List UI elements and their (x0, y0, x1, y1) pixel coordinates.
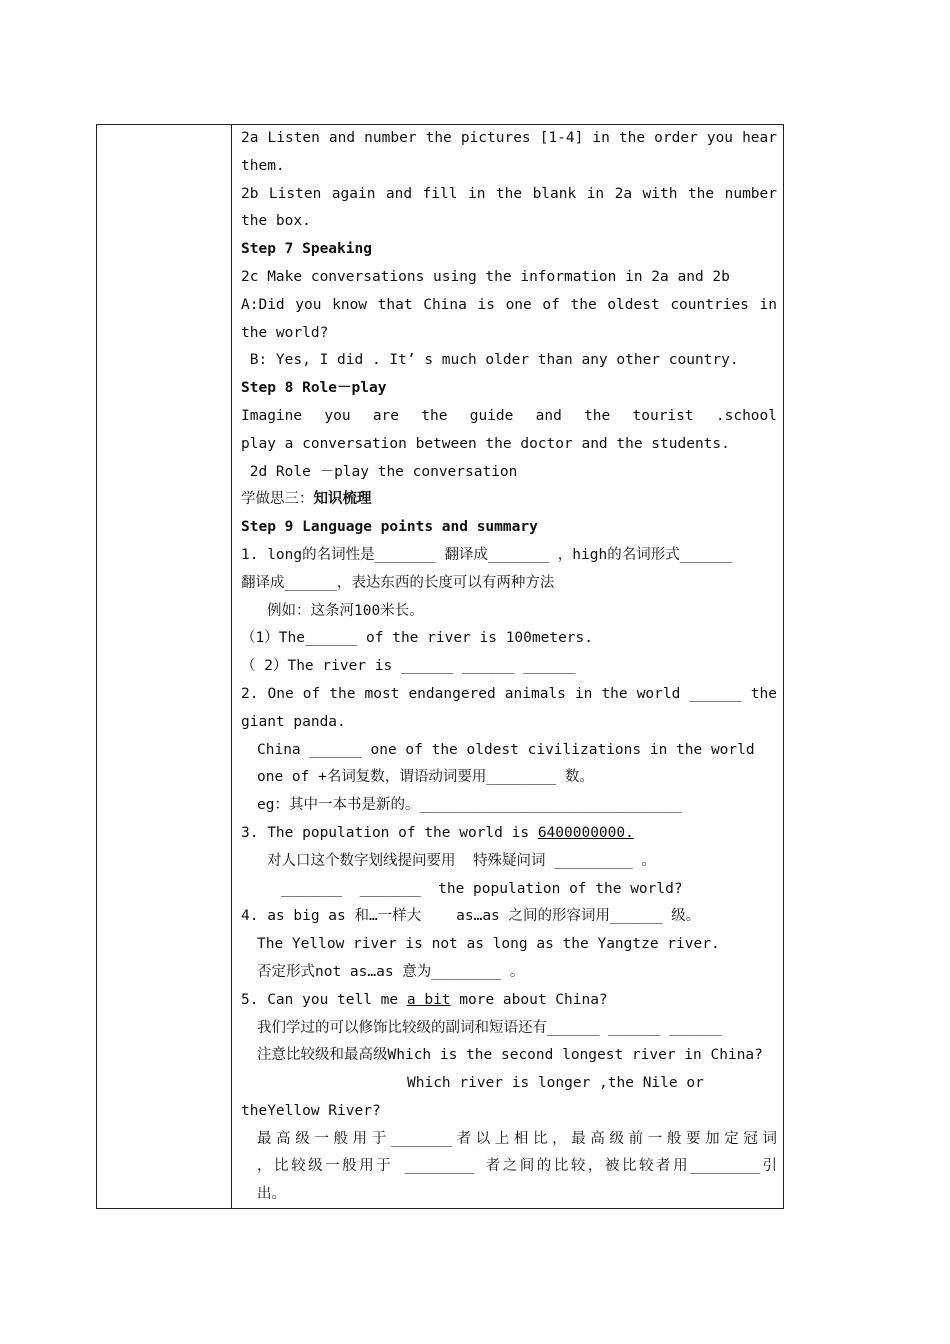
text-line: （ 2）The river is ______ ______ ______ (241, 658, 576, 675)
text-line: China ______ one of the oldest civilizations in the world (257, 741, 755, 758)
text-line: 我们学过的可以修饰比较级的副词和短语还有______ ______ ______ (257, 1019, 722, 1036)
text-line: 2c Make conversations using the information in 2a and 2b (241, 268, 730, 285)
text-line: B: Yes, I did . It’ s much older than any other country. (241, 352, 739, 369)
text-line: them. (241, 157, 285, 174)
text-line: Imagine you are the guide and the tourist .school (241, 407, 777, 424)
text-line: （1）The______ of the river is 100meters. (241, 630, 594, 647)
population-sentence: 3. The population of the world is (241, 824, 538, 841)
text-line: the box. (241, 213, 311, 230)
text-line: The Yellow river is not as long as the Yangtze river. (257, 936, 720, 953)
lesson-table (96, 124, 784, 1209)
text-line: eg：其中一本书是新的。______________________________ (257, 797, 682, 814)
step-heading: Step 9 Language points and summary (241, 519, 538, 536)
text-line: play a conversation between the doctor and the students. (241, 435, 730, 452)
underlined-phrase: a bit (406, 991, 451, 1008)
text-line: 对人口这个数字划线提问要用 特殊疑问词 _________ 。 (267, 852, 656, 869)
text-line: A:Did you know that China is one of the oldest countries in (241, 296, 777, 313)
text-line: 例如：这条河100米长。 (267, 602, 424, 619)
question-start: 5. Can you tell me (241, 991, 407, 1008)
population-number: 6400000000. (537, 824, 634, 841)
text-line: one of +名词复数，谓语动词要用________ 数。 (257, 769, 594, 786)
section-title: 知识梳理 (313, 491, 372, 508)
text-line: 注意比较级和最高级Which is the second longest river in China? (257, 1047, 763, 1064)
column-divider (231, 125, 232, 1208)
text-line: 翻译成______，表达东西的长度可以有两种方法 (241, 574, 555, 591)
text-line: 最高级一般用于_______者以上相比，最高级前一般要加定冠词 (257, 1130, 777, 1147)
text-line: 否定形式not as…as 意为________ 。 (257, 963, 525, 980)
question-end: more about China? (450, 991, 608, 1008)
text-line: theYellow River? (241, 1102, 381, 1119)
text-line (241, 987, 777, 1015)
text-line: the world? (241, 324, 329, 341)
lesson-content (241, 125, 777, 1209)
text-line: _______ _______ the population of the world? (281, 880, 683, 897)
text-line: ，比较级一般用于 ________ 者之间的比较，被比较者用________引 (257, 1158, 777, 1175)
section-heading (241, 486, 777, 514)
text-line: giant panda. (241, 713, 346, 730)
text-line: 2b Listen again and fill in the blank in 2a with the number (241, 185, 777, 202)
step-heading: Step 8 Role－play (241, 380, 387, 397)
text-line: 2d Role －play the conversation (241, 463, 518, 480)
text-line (241, 820, 777, 848)
section-prefix: 学做思三： (241, 491, 314, 508)
text-line: 4. as big as 和…一样大 as…as 之间的形容词用______ 级。 (241, 908, 701, 925)
text-line: Which river is longer ,the Nile or (407, 1075, 704, 1092)
step-heading: Step 7 Speaking (241, 241, 372, 258)
text-line: 1. long的名词性是_______ 翻译成_______ ，high的名词形式______ (241, 546, 733, 563)
text-line: 出。 (257, 1186, 286, 1203)
text-line: 2a Listen and number the pictures [1-4] in the order you hear (241, 130, 777, 146)
text-line: 2. One of the most endangered animals in the world ______ the (241, 685, 777, 702)
